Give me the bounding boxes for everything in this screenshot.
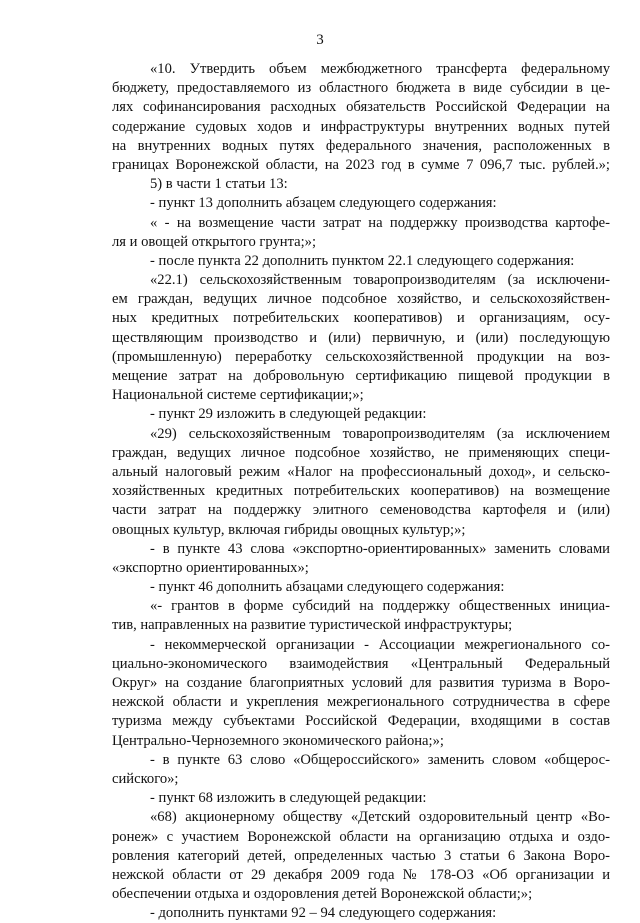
text-line: - пункт 13 дополнить абзацем следующего содержания: [150,195,497,212]
text-line: - некоммерческой организации - Ассоциации межрегионального со- [150,636,610,653]
text-line: 5) в части 1 статьи 13: [150,176,288,193]
text-line: альный налоговый режим «Налог на профессиональный доход», и сельско- [112,463,610,480]
text-line: - в пункте 43 слова «экспортно-ориентированных» заменить словами [150,540,610,557]
text-line: обеспечении отдыха и оздоровления детей Воронежской области;»; [112,886,533,903]
text-line: «29) сельскохозяйственным товаропроизводителям (за исключением [150,425,610,442]
text-line: «экспортно ориентированных»; [112,559,309,576]
text-line: - пункт 68 изложить в следующей редакции: [150,790,427,807]
text-line: мещение затрат на добровольную сертификацию пищевой продукции в [112,368,610,384]
text-line: части затрат на поддержку элитного семеноводства картофеля и (или) [112,502,610,519]
text-line: «10. Утвердить объем межбюджетного трансферта федеральному [150,61,610,77]
document-body [112,60,610,923]
text-line: - пункт 29 изложить в следующей редакции: [150,406,427,423]
text-line: - после пункта 22 дополнить пунктом 22.1 следующего содержания: [150,252,575,269]
text-line: нежской области от 29 декабря 2009 года № 178-ОЗ «Об организации и [112,866,610,883]
text-line: овощных культур, включая гибриды овощных культур;»; [112,521,466,538]
page-number: 3 [316,32,324,48]
text-line: сийского»; [112,770,179,787]
text-line: ществляющим производство и (или) первичную, и (или) последующую [112,329,610,346]
text-line: Национальной системе сертификации;»; [112,387,364,404]
text-line: содержание судовых ходов и инфраструктуры внутренних водных путей [112,118,610,135]
text-line: бюджету, предоставляемого из областного бюджета в виде субсидии в це- [112,80,610,97]
text-line: Округ» на создание благоприятных условий для развития туризма в Воро- [112,675,610,691]
text-line: нежской области и укрепления межрегионального сотрудничества в сфере [112,694,610,711]
text-line: лях софинансирования расходных обязательств Российской Федерации на [112,99,610,116]
text-line: «22.1) сельскохозяйственным товаропроизводителям (за исключени- [150,272,610,289]
text-line: ем граждан, ведущих личное подсобное хозяйство, и сельскохозяйствен- [112,291,610,308]
text-line: на внутренних водных путях федерального значения, расположенных в [112,137,610,154]
text-line: - дополнить пунктами 92 – 94 следующего содержания: [150,905,497,922]
text-line: ных кредитных потребительских кооперативов) и организациям, осу- [112,310,610,327]
text-line: туризма между субъектами Российской Федерации, входящими в состав [112,713,610,730]
text-line: хозяйственных кредитных потребительских кооперативов) на возмещение [112,483,610,500]
text-line: границах Воронежской области, на 2023 год в сумме 7 096,7 тыс. рублей.»; [112,156,610,173]
text-line: - в пункте 63 слово «Общероссийского» заменить словом «общерос- [150,751,610,768]
text-line: «- грантов в форме субсидий на поддержку общественных инициа- [150,598,610,615]
text-line: ронеж» с участием Воронежской области на организацию отдыха и оздо- [112,828,610,845]
text-line: (промышленную) переработку сельскохозяйственной продукции на воз- [112,348,610,365]
text-line: ровления категорий детей, определенных частью 3 статьи 6 Закона Воро- [112,847,610,864]
text-line: «68) акционерному обществу «Детский оздоровительный центр «Во- [150,809,610,826]
text-line: ля и овощей открытого грунта;»; [112,233,317,250]
text-line: « - на возмещение части затрат на поддержку производства картофе- [150,214,610,231]
text-line: граждан, ведущих личное подсобное хозяйство, не применяющих специ- [112,444,610,461]
text-line: - пункт 46 дополнить абзацами следующего содержания: [150,579,505,596]
text-line: Центрально-Черноземного экономического района;»; [112,732,444,749]
text-line: тив, направленных на развитие туристической инфраструктуры; [112,617,513,634]
text-line: циально-экономического взаимодействия «Центральный Федеральный [112,655,610,672]
